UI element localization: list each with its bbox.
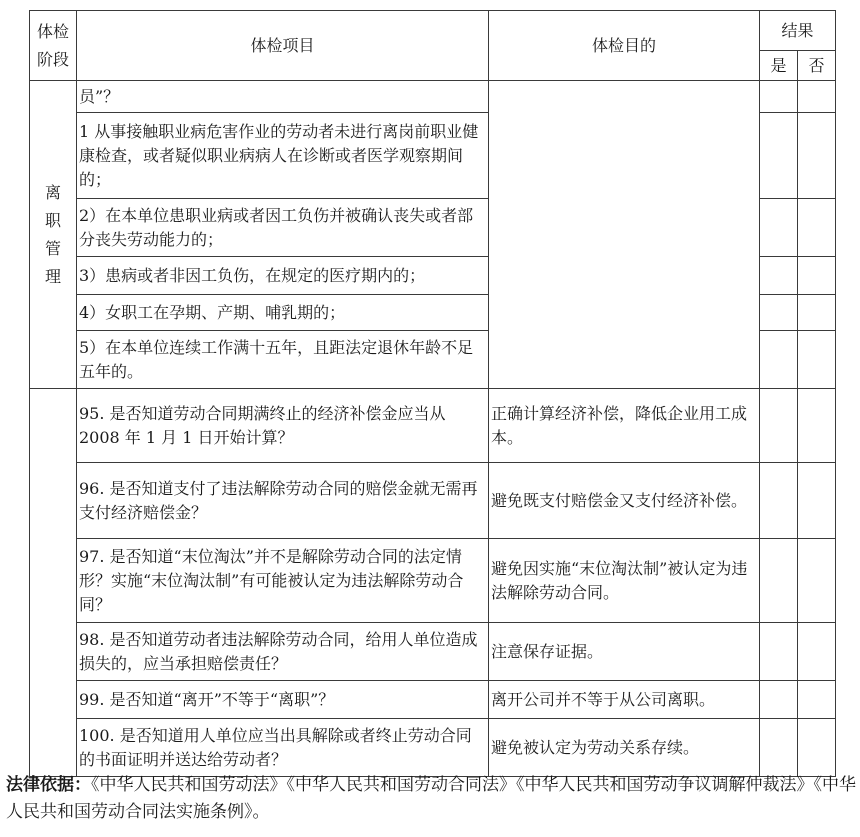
stage-cell-lizhi-guanli: [30, 81, 77, 389]
result-yes-cell[interactable]: [760, 623, 798, 681]
item-cell: 员”？: [77, 81, 489, 113]
item-cell: 5）在本单位连续工作满十五年，且距法定退休年龄不足五年的。: [77, 331, 489, 389]
result-yes-cell[interactable]: [760, 113, 798, 199]
result-yes-cell[interactable]: [760, 81, 798, 113]
table-row: [30, 81, 836, 113]
item-cell: 98. 是否知道劳动者违法解除劳动合同，给用人单位造成损失的，应当承担赔偿责任？: [77, 623, 489, 681]
result-yes-cell[interactable]: [760, 199, 798, 257]
table-row: [30, 539, 836, 623]
purpose-cell: 避免既支付赔偿金又支付经济补偿。: [489, 463, 760, 539]
result-no-cell[interactable]: [798, 463, 836, 539]
header-stage: [30, 11, 77, 81]
table-row: [30, 719, 836, 777]
result-yes-cell[interactable]: [760, 539, 798, 623]
table-row: [30, 389, 836, 463]
purpose-cell: 正确计算经济补偿，降低企业用工成本。: [489, 389, 760, 463]
result-yes-cell[interactable]: [760, 331, 798, 389]
stage-char: 职: [44, 210, 61, 230]
header-purpose: 体检目的: [489, 11, 760, 81]
result-no-cell[interactable]: [798, 295, 836, 331]
stage-cell-blank: [30, 389, 77, 777]
result-no-cell[interactable]: [798, 199, 836, 257]
table-row: [30, 623, 836, 681]
item-cell: 4）女职工在孕期、产期、哺乳期的；: [77, 295, 489, 331]
item-cell: 95. 是否知道劳动合同期满终止的经济补偿金应当从 2008 年 1 月 1 日开始计算？: [77, 389, 489, 463]
checklist-table: [29, 10, 836, 777]
result-no-cell[interactable]: [798, 623, 836, 681]
item-cell: 1 从事接触职业病危害作业的劳动者未进行离岗前职业健康检查，或者疑似职业病病人在诊断或者医学观察期间的；: [77, 113, 489, 199]
item-cell: 3）患病或者非因工负伤，在规定的医疗期内的；: [77, 257, 489, 295]
result-yes-cell[interactable]: [760, 257, 798, 295]
result-no-cell[interactable]: [798, 113, 836, 199]
header-row: [30, 11, 836, 51]
purpose-cell: 避免因实施“末位淘汰制”被认定为违法解除劳动合同。: [489, 539, 760, 623]
result-yes-cell[interactable]: [760, 719, 798, 777]
header-result: 结果: [760, 11, 836, 51]
purpose-cell-empty: [489, 81, 760, 389]
stage-char: 管: [44, 238, 61, 258]
result-no-cell[interactable]: [798, 257, 836, 295]
legal-basis: [6, 772, 856, 826]
result-no-cell[interactable]: [798, 719, 836, 777]
result-yes-cell[interactable]: [760, 681, 798, 719]
purpose-cell: 注意保存证据。: [489, 623, 760, 681]
item-cell: 2）在本单位患职业病或者因工负伤并被确认丧失或者部分丧失劳动能力的；: [77, 199, 489, 257]
table-row: [30, 463, 836, 539]
stage-char: 理: [44, 266, 61, 286]
result-yes-cell[interactable]: [760, 295, 798, 331]
header-stage-line1: 体检: [36, 21, 69, 41]
header-stage-line2: 阶段: [36, 49, 69, 69]
header-yes: 是: [760, 51, 798, 81]
result-no-cell[interactable]: [798, 389, 836, 463]
legal-basis-text: 《中华人民共和国劳动法》《中华人民共和国劳动合同法》《中华人民共和国劳动争议调解仲裁法》《中华人民共和国劳动合同法实施条例》。: [6, 775, 856, 822]
item-cell: 99. 是否知道“离开”不等于“离职”？: [77, 681, 489, 719]
stage-char: 离: [44, 182, 61, 202]
result-yes-cell[interactable]: [760, 463, 798, 539]
purpose-cell: 避免被认定为劳动关系存续。: [489, 719, 760, 777]
item-cell: 96. 是否知道支付了违法解除劳动合同的赔偿金就无需再支付经济赔偿金？: [77, 463, 489, 539]
item-cell: 100. 是否知道用人单位应当出具解除或者终止劳动合同的书面证明并送达给劳动者？: [77, 719, 489, 777]
legal-basis-label: 法律依据：: [6, 775, 91, 795]
header-no: 否: [798, 51, 836, 81]
result-no-cell[interactable]: [798, 539, 836, 623]
item-cell: 97. 是否知道“末位淘汰”并不是解除劳动合同的法定情形？实施“末位淘汰制”有可能被认定为违法解除劳动合同？: [77, 539, 489, 623]
purpose-cell: 离开公司并不等于从公司离职。: [489, 681, 760, 719]
result-no-cell[interactable]: [798, 81, 836, 113]
table-row: [30, 681, 836, 719]
result-yes-cell[interactable]: [760, 389, 798, 463]
result-no-cell[interactable]: [798, 331, 836, 389]
header-item: 体检项目: [77, 11, 489, 81]
result-no-cell[interactable]: [798, 681, 836, 719]
